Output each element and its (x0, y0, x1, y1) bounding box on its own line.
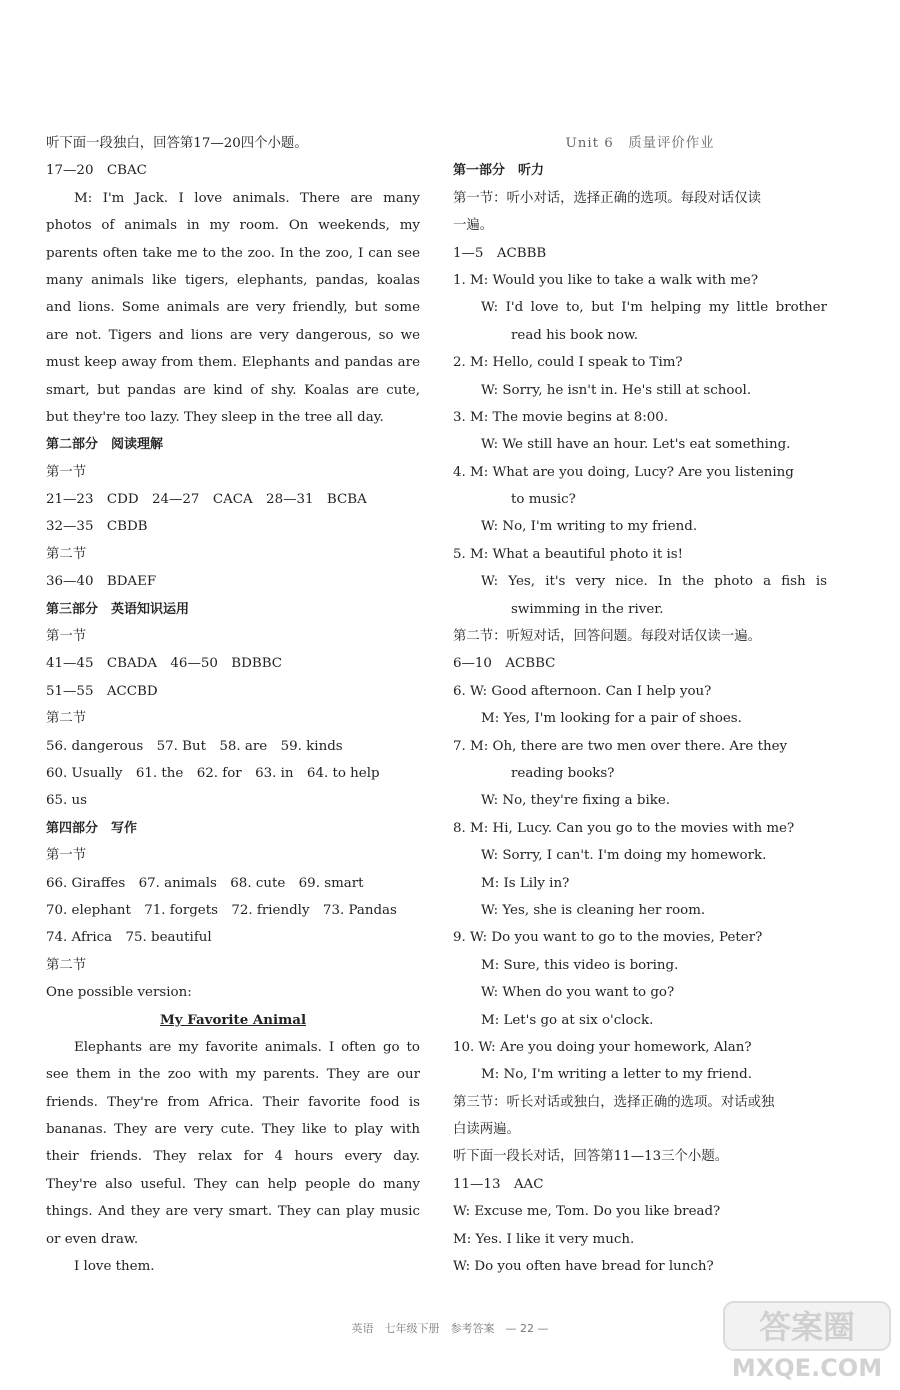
right-line: 第二节：听短对话，回答问题。每段对话仅读一遍。 (453, 629, 761, 645)
right-line: 2. M: Hello, could I speak to Tim? (453, 355, 683, 371)
left-line: smart, but pandas are kind of shy. Koalas are cute, (46, 382, 420, 398)
left-line: 第四部分 写作 (46, 820, 138, 836)
left-line: 第一节 (46, 848, 87, 864)
right-line: M: No, I'm writing a letter to my friend. (481, 1067, 752, 1083)
right-line: 6—10 ACBBC (453, 656, 556, 672)
right-line: M: Yes. I like it very much. (453, 1231, 635, 1247)
left-line: 56. dangerous 57. But 58. are 59. kinds (46, 738, 343, 754)
left-line: 41—45 CBADA 46—50 BDBBC (46, 656, 283, 672)
right-line: 10. W: Are you doing your homework, Alan? (453, 1039, 752, 1055)
right-line: 白读两遍。 (453, 1122, 520, 1138)
right-line: W: No, they're fixing a bike. (481, 793, 671, 809)
left-line: 第二节 (46, 711, 87, 727)
right-line: W: Sorry, I can't. I'm doing my homework. (481, 848, 767, 864)
right-line: reading books? (511, 765, 615, 781)
left-line: 第二节 (46, 546, 87, 562)
left-line: They're also useful. They can help people do many (46, 1176, 420, 1192)
left-line: 听下面一段独白，回答第17—20四个小题。 (46, 136, 308, 151)
right-line: W: Yes, she is cleaning her room. (481, 902, 706, 918)
right-line: 11—13 AAC (453, 1176, 544, 1192)
right-line: W: Excuse me, Tom. Do you like bread? (453, 1204, 721, 1220)
left-line: 32—35 CBDB (46, 519, 148, 535)
left-line: friends. They're from Africa. Their favorite food is (46, 1094, 420, 1110)
right-line: 第一节：听小对话，选择正确的选项。每段对话仅读 (453, 190, 761, 206)
right-line: 7. M: Oh, there are two men over there. Are they (453, 738, 788, 754)
right-line: M: Is Lily in? (481, 875, 570, 891)
left-line: 第一节 (46, 464, 87, 480)
right-line: 6. W: Good afternoon. Can I help you? (453, 683, 712, 699)
right-line: W: No, I'm writing to my friend. (481, 519, 698, 535)
right-line: W: When do you want to go? (481, 985, 675, 1001)
right-line: W: We still have an hour. Let's eat something. (481, 437, 791, 453)
left-line: 21—23 CDD 24—27 CACA 28—31 BCBA (46, 492, 367, 508)
left-line: but they're too lazy. They sleep in the tree all day. (46, 409, 384, 425)
left-line: 第二节 (46, 957, 87, 973)
left-line: 74. Africa 75. beautiful (46, 930, 212, 946)
left-line: are not. Tigers and lions are very dangerous, so we (46, 327, 420, 343)
left-line: 65. us (46, 793, 88, 809)
watermark-logo-text: 答案圈 (758, 1308, 856, 1346)
right-line: 9. W: Do you want to go to the movies, Peter? (453, 930, 763, 946)
left-line: or even draw. (46, 1231, 139, 1247)
left-line: 60. Usually 61. the 62. for 63. in 64. to help (46, 765, 380, 781)
left-line: 第二部分 阅读理解 (46, 437, 164, 453)
left-line: their friends. They relax for 4 hours every day. (46, 1149, 420, 1165)
left-line: parents often take me to the zoo. In the zoo, I can see (46, 245, 420, 261)
watermark-logo (722, 1298, 892, 1384)
left-line: 第一节 (46, 629, 87, 645)
watermark-site-text: MXQE.COM (731, 1354, 883, 1382)
right-line: M: Let's go at six o'clock. (481, 1012, 654, 1028)
left-line: see them in the zoo with my parents. They are our (46, 1067, 420, 1083)
left-line: things. And they are very smart. They can play music (46, 1204, 420, 1220)
right-line: 第一部分 听力 (453, 163, 545, 179)
right-line: 听下面一段长对话，回答第11—13三个小题。 (453, 1149, 729, 1165)
left-line: My Favorite Animal (159, 1011, 307, 1028)
left-line: 36—40 BDAEF (46, 574, 157, 590)
left-line: 17—20 CBAC (46, 163, 147, 179)
left-line: I love them. (74, 1259, 155, 1275)
left-line: M: I'm Jack. I love animals. There are many (74, 190, 420, 206)
right-line: 1. M: Would you like to take a walk with me? (453, 272, 759, 288)
right-line: W: Sorry, he isn't in. He's still at school. (481, 382, 752, 398)
left-line: 第三部分 英语知识运用 (46, 601, 190, 617)
right-line: W: Do you often have bread for lunch? (453, 1259, 714, 1275)
right-line: W: I'd love to, but I'm helping my little brother (481, 300, 827, 316)
right-line: W: Yes, it's very nice. In the photo a fish is (481, 574, 827, 590)
right-line: 一遍。 (453, 218, 494, 234)
right-line: swimming in the river. (511, 601, 664, 617)
left-line: One possible version: (46, 985, 192, 1001)
right-line: Unit 6 质量评价作业 (565, 136, 715, 151)
right-line: 1—5 ACBBB (453, 245, 547, 261)
left-line: photos of animals in my room. On weekends, my (46, 218, 420, 234)
right-line: 8. M: Hi, Lucy. Can you go to the movies with me? (453, 820, 795, 836)
right-line: M: Yes, I'm looking for a pair of shoes. (481, 711, 742, 727)
right-line: 4. M: What are you doing, Lucy? Are you listening (453, 464, 794, 480)
right-line: to music? (511, 492, 576, 508)
page-footer: 英语 七年级下册 参考答案 — 22 — (351, 1322, 549, 1335)
left-line: and lions. Some animals are very friendly, but some (46, 300, 420, 316)
right-line: M: Sure, this video is boring. (481, 957, 679, 973)
right-line: 3. M: The movie begins at 8:00. (453, 409, 669, 425)
right-line: read his book now. (511, 327, 639, 343)
left-line: 66. Giraffes 67. animals 68. cute 69. smart (46, 875, 364, 891)
right-line: 5. M: What a beautiful photo it is! (453, 546, 684, 562)
right-line: 第三节：听长对话或独白，选择正确的选项。对话或独 (453, 1094, 775, 1110)
left-line: bananas. They are very cute. They like to play with (46, 1122, 420, 1138)
left-column (46, 130, 420, 1280)
left-line: Elephants are my favorite animals. I often go to (74, 1039, 420, 1055)
right-column (453, 130, 827, 1280)
left-line: 51—55 ACCBD (46, 683, 158, 699)
left-line: many animals like tigers, elephants, pandas, koalas (46, 272, 420, 288)
left-line: must keep away from them. Elephants and pandas are (46, 355, 420, 371)
left-line: 70. elephant 71. forgets 72. friendly 73. Pandas (46, 902, 397, 918)
